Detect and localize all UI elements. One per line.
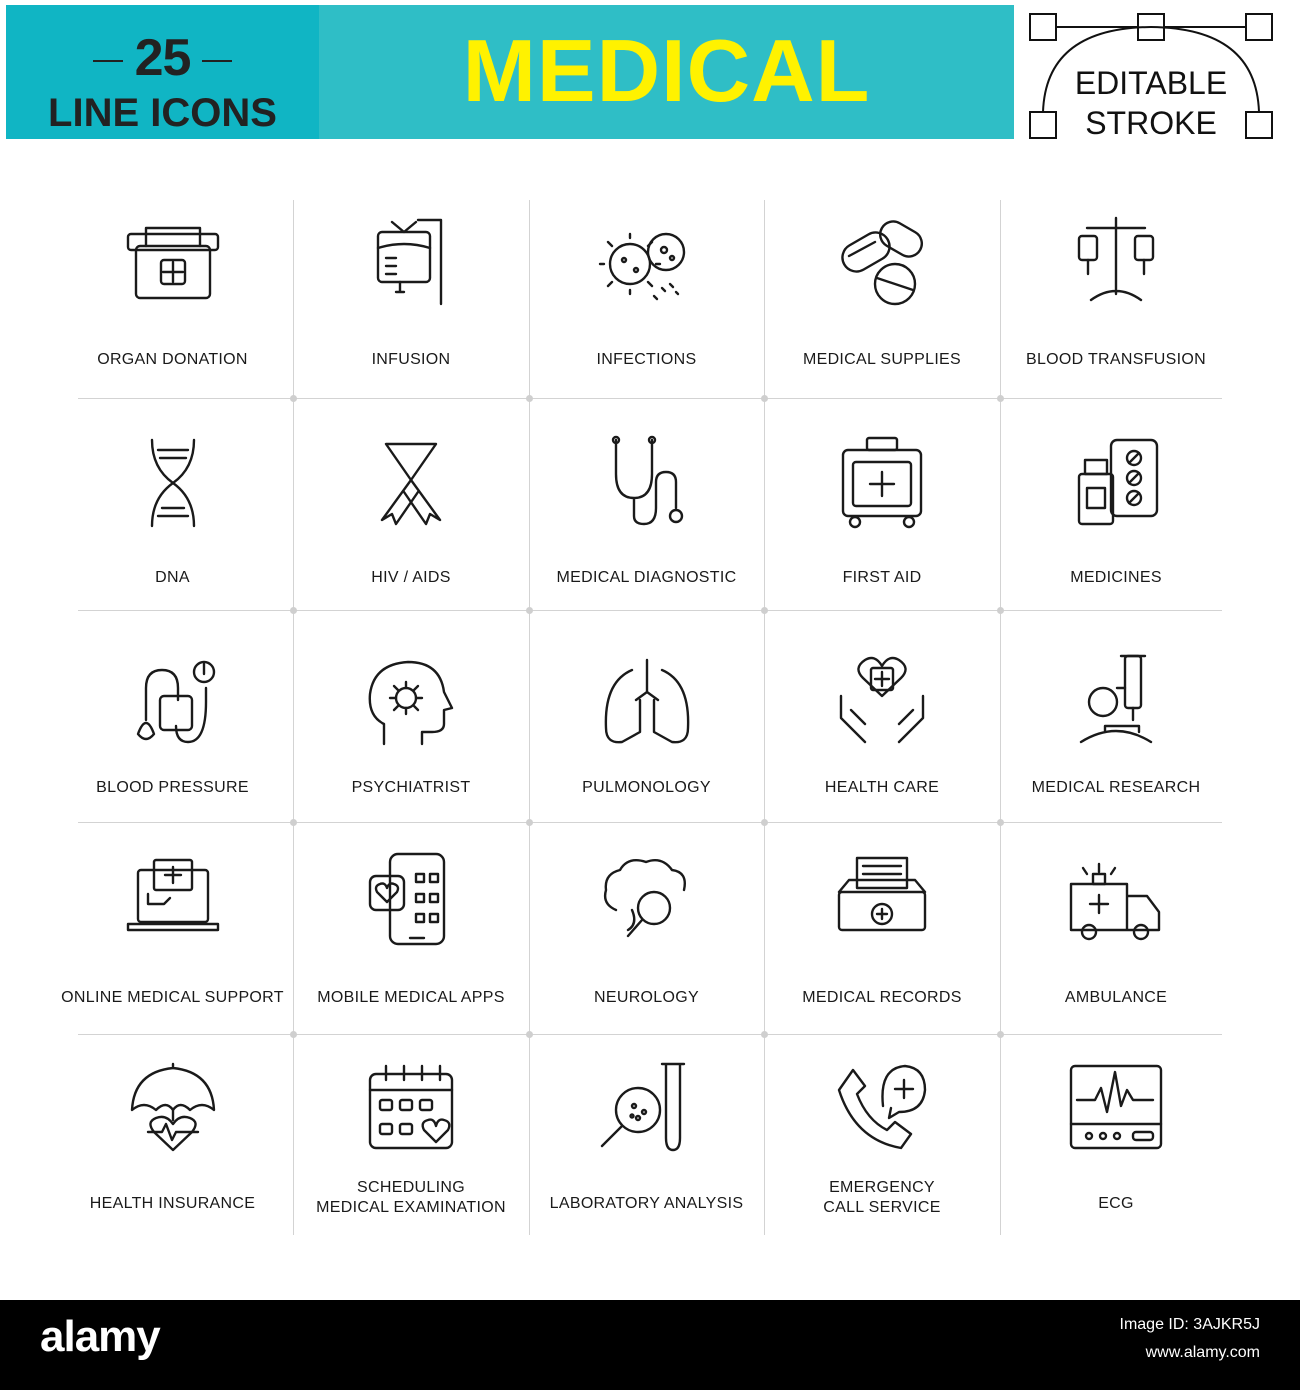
organ-donation-icon [118,208,228,318]
icon-label-line: LABORATORY ANALYSIS [549,1195,744,1212]
icon-grid [52,200,1232,1235]
icon-label-line: INFECTIONS [596,351,697,368]
icon-label-line: MEDICAL SUPPLIES [802,351,962,368]
icon-tile [764,398,1000,610]
icon-tile [764,200,1000,398]
icon-tile [1000,200,1232,398]
first-aid-icon [827,428,937,538]
ambulance-icon [1061,844,1171,954]
header-title-banner [319,5,1014,139]
icon-label-line: INFUSION [371,351,451,368]
icon-label [293,1178,529,1218]
icon-label [52,568,293,588]
health-care-icon [827,648,937,758]
icon-label [529,568,764,588]
icon-label-line: PSYCHIATRIST [351,779,471,796]
icon-label [1000,568,1232,588]
icon-label-line: MEDICAL RESEARCH [1031,779,1201,796]
icon-label-line: ORGAN DONATION [97,351,248,368]
icon-label-line: FIRST AID [842,569,922,586]
icon-tile [52,398,293,610]
icon-tile [293,200,529,398]
icon-label-line: HEALTH INSURANCE [89,1195,256,1212]
site-url: www.alamy.com [1145,1344,1260,1361]
icon-label [529,1194,764,1214]
health-insurance-icon [118,1054,228,1164]
icon-tile [1000,610,1232,822]
icon-tile [293,822,529,1034]
icon-tile [764,822,1000,1034]
icon-label-line: AMBULANCE [1064,989,1168,1006]
icon-tile [293,610,529,822]
icon-label [764,1178,1000,1218]
icon-label [764,350,1000,370]
icon-label [1000,350,1232,370]
icon-label [293,778,529,798]
laboratory-analysis-icon [592,1054,702,1164]
icon-label-line: PULMONOLOGY [582,779,711,796]
icon-tile [52,822,293,1034]
icon-label-line: MEDICAL RECORDS [802,989,962,1006]
icon-label-line: MOBILE MEDICAL APPS [317,989,505,1006]
scheduling-medical-examination-icon [356,1054,466,1164]
icon-label [764,778,1000,798]
icon-label-line: DNA [155,569,190,586]
editable-label: EDITABLE [1074,65,1228,101]
icon-tile [1000,1034,1232,1235]
dna-icon [118,428,228,538]
icon-label-line: CALL SERVICE [823,1199,941,1216]
icon-label-line: SCHEDULING [357,1179,465,1196]
icon-count-value: 25 [134,29,191,87]
medical-records-icon [827,844,937,954]
blood-pressure-icon [118,648,228,758]
icon-label [529,350,764,370]
icon-label [52,778,293,798]
icon-label-line: BLOOD PRESSURE [96,779,249,796]
medicines-icon [1061,428,1171,538]
icon-tile [529,1034,764,1235]
medical-supplies-icon [827,208,937,318]
icon-label [529,988,764,1008]
icon-label [52,350,293,370]
icon-label [1000,778,1232,798]
blood-transfusion-icon [1061,208,1171,318]
icon-label-line: MEDICAL EXAMINATION [316,1199,506,1216]
pulmonology-icon [592,648,702,758]
icon-label-line: MEDICAL DIAGNOSTIC [556,569,737,586]
page-title: MEDICAL [462,21,871,120]
icon-tile [1000,822,1232,1034]
ecg-icon [1061,1054,1171,1164]
header-subtitle: LINE ICONS [48,91,277,135]
icon-tile [52,1034,293,1235]
online-medical-support-icon [118,844,228,954]
icon-count [6,31,319,85]
icon-tile [764,1034,1000,1235]
infusion-icon [356,208,466,318]
icon-tile [529,610,764,822]
icon-label-line: EMERGENCY [829,1179,935,1196]
icon-tile [529,200,764,398]
icon-label-line: NEUROLOGY [594,989,699,1006]
icon-label [1000,988,1232,1008]
mobile-medical-apps-icon [356,844,466,954]
icon-label [764,568,1000,588]
icon-tile [52,200,293,398]
hiv-aids-icon [356,428,466,538]
footer-bar [0,1300,1300,1390]
icon-label [1000,1194,1232,1214]
icon-label [293,350,529,370]
icon-label-line: ECG [1098,1195,1134,1212]
icon-label-line: BLOOD TRANSFUSION [1026,351,1206,368]
icon-label-line: ONLINE MEDICAL SUPPORT [61,989,284,1006]
icon-label [764,988,1000,1008]
icon-label [293,988,529,1008]
header-badge [6,5,319,139]
brand-logo: alamy [40,1312,160,1361]
infections-icon [592,208,702,318]
icon-label-line: HIV / AIDS [371,569,451,586]
neurology-icon [592,844,702,954]
image-id: Image ID: 3AJKR5J [1119,1316,1260,1333]
icon-tile [1000,398,1232,610]
icon-label [52,988,293,1008]
icon-tile [529,398,764,610]
icon-label [529,778,764,798]
medical-diagnostic-icon [592,428,702,538]
icon-label-line: MEDICINES [1070,569,1162,586]
psychiatrist-icon [356,648,466,758]
medical-research-icon [1061,648,1171,758]
icon-tile [52,610,293,822]
editable-stroke-badge [1024,8,1284,148]
icon-label [52,1194,293,1214]
emergency-call-service-icon [827,1054,937,1164]
icon-tile [764,610,1000,822]
icon-tile [293,398,529,610]
icon-tile [529,822,764,1034]
icon-label-line: HEALTH CARE [824,779,940,796]
stroke-label: STROKE [1085,105,1217,141]
icon-label [293,568,529,588]
icon-tile [293,1034,529,1235]
